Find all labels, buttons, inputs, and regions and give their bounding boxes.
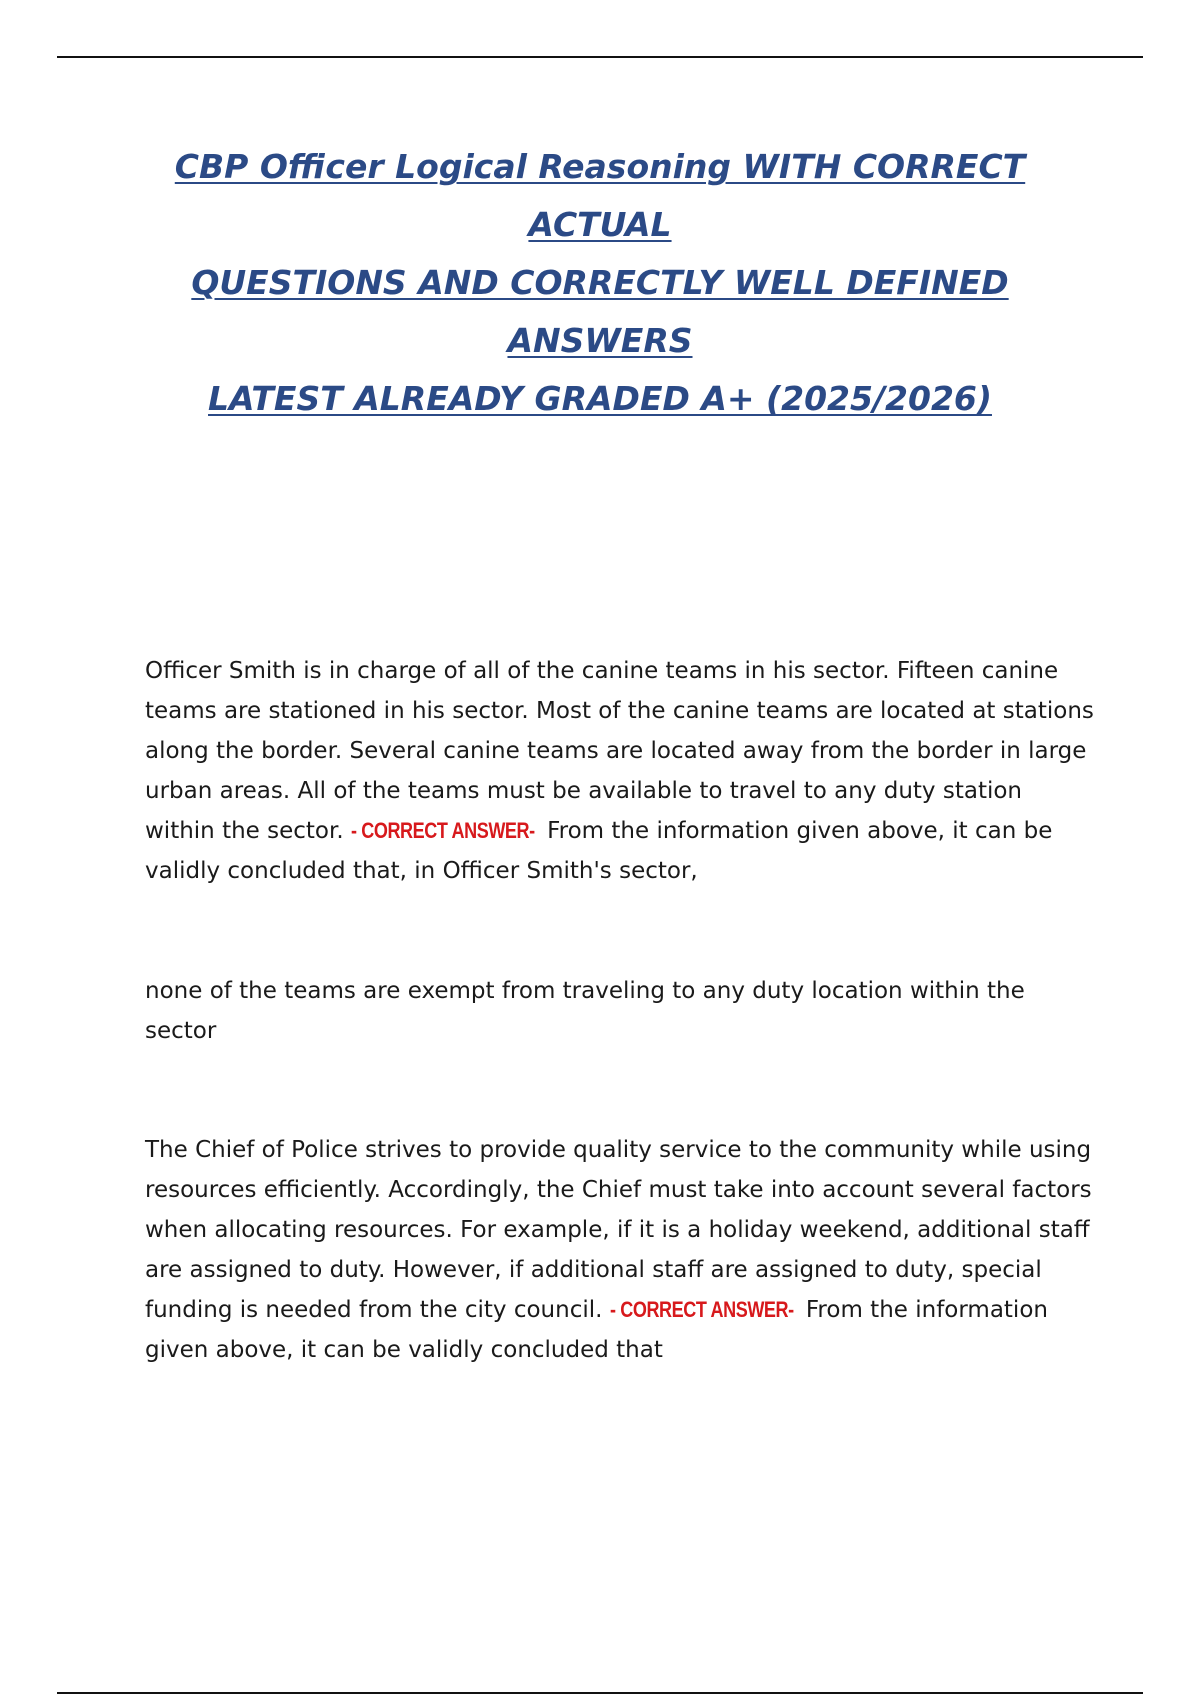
document-title	[100, 138, 1100, 428]
title-line-3: LATEST ALREADY GRADED A+ (2025/2026)	[208, 379, 992, 418]
question-1-prompt: Officer Smith is in charge of all of the canine teams in his sector. Fifteen canine teams are stationed in his sector. Most of the canine teams are located at stations along the border. Several canine teams are located away from the border in large urban areas. All of the teams must be available to travel to any duty station within the sector.	[145, 658, 1094, 844]
title-line-1: CBP Officer Logical Reasoning WITH CORRECT ACTUAL	[174, 147, 1026, 244]
title-line-2: QUESTIONS AND CORRECTLY WELL DEFINED ANSWERS	[191, 263, 1009, 360]
question-2-prompt: The Chief of Police strives to provide quality service to the community while using resources efficiently. Accordingly, the Chief must take into account several factors when allocating resources. For example, if it is a holiday weekend, additional staff are assigned to duty. However, if additional staff are assigned to duty, special funding is needed from the city council.	[145, 1137, 1092, 1323]
correct-answer-marker: - CORRECT ANSWER-	[609, 1297, 794, 1322]
correct-answer-marker: - CORRECT ANSWER-	[350, 818, 535, 843]
question-2	[145, 1130, 1095, 1370]
answer-1: none of the teams are exempt from traveling to any duty location within the sector	[145, 978, 1025, 1044]
question-1-question: From the information given above, it can be validly concluded that, in Officer Smith's sector,	[145, 818, 1053, 884]
question-2-question: From the information given above, it can be validly concluded that	[145, 1297, 1048, 1363]
header-rule	[57, 56, 1143, 58]
question-1	[145, 651, 1095, 891]
footer-rule	[57, 1692, 1143, 1694]
